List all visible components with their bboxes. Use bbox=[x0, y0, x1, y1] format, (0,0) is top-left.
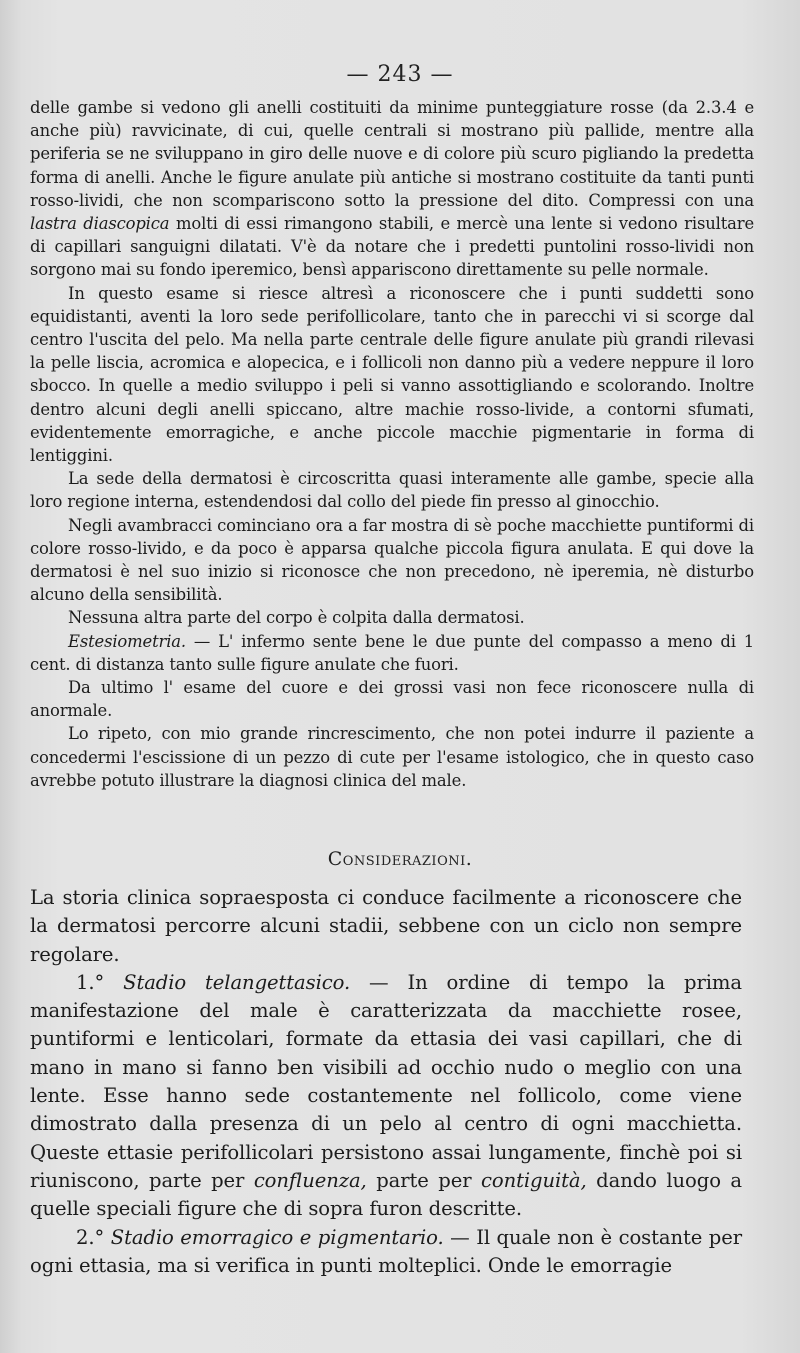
paragraph: Estesiometria. — L' infermo sente bene le due punte del compasso a meno di 1 cent. di distanza tanto sulle figure anulate che fuori. bbox=[30, 631, 754, 674]
paragraph: Da ultimo l' esame del cuore e dei grossi vasi non fece riconoscere nulla di anormale. bbox=[30, 678, 754, 721]
paragraph: delle gambe si vedono gli anelli costituiti da minime punteggiature rosse (da 2.3.4 e anche più) ravvicinate, di cui, quelle centrali si mostrano più pallide, mentre alla periferia se ne sviluppano in giro delle nuove e di colore più scuro pigliando la predetta forma di anelli. Anche le figure anulate più antiche si mostrano costituite da tanti punti rosso-lividi, che non scompariscono sotto la pressione del dito. Compressi con una lastra diascopica molti di essi rimangono stabili, e mercè una lente si vedono risultare di capillari sanguigni dilatati. V'è da notare che i predetti puntolini rosso-lividi non sorgono mai su fondo iperemico, bensì appariscono direttamente su pelle normale. bbox=[30, 98, 754, 280]
page-number: — 243 — bbox=[346, 62, 454, 87]
paragraph: Lo ripeto, con mio grande rincrescimento, che non potei indurre il paziente a concedermi l'escissione di un pezzo di cute per l'esame istologico, che in questo caso avrebbe potuto illustrare la diagnosi clinica del male. bbox=[30, 724, 754, 790]
stage-title: Stadio emorragico e pigmentario. bbox=[110, 1225, 444, 1249]
paragraph: 2.° Stadio emorragico e pigmentario. — Il quale non è costante per ogni ettasia, ma si verifica in punti molteplici. Onde le emorragie bbox=[30, 1225, 742, 1277]
italic-term: contiguità, bbox=[481, 1168, 587, 1192]
italic-term: confluenza, bbox=[253, 1168, 367, 1192]
paragraph: Nessuna altra parte del corpo è colpita dalla dermatosi. bbox=[68, 608, 525, 628]
paragraph: In questo esame si riesce altresì a riconoscere che i punti suddetti sono equidistanti, aventi la loro sede perifollicolare, tanto che in parecchi vi si scorge dal centro l'uscita del pelo. Ma nella parte centrale delle figure anulate più grandi rilevasi la pelle liscia, acromica e alopecica, e i follicoli non danno più a vedere neppure il loro sbocco. In quelle a medio sviluppo i peli si vanno assottigliando e scolorando. Inoltre dentro alcuni degli anelli spiccano, altre machie rosso-livide, a contorni sfumati, evidentemente emorragiche, e anche piccole macchie pigmentarie in forma di lentiggini. bbox=[30, 283, 754, 466]
paragraph: La sede della dermatosi è circoscritta quasi interamente alle gambe, specie alla loro regione interna, estendendosi dal collo del piede fin presso al ginocchio. bbox=[30, 469, 754, 512]
paragraph: La storia clinica sopraesposta ci conduce facilmente a riconoscere che la dermatosi percorre alcuni stadii, sebbene con un ciclo non sempre regolare. bbox=[30, 886, 742, 966]
italic-term: Estesiometria. bbox=[68, 631, 186, 651]
section-heading: Considerazioni. bbox=[327, 848, 473, 870]
paragraph: 1.° Stadio telangettasico. — In ordine di tempo la prima manifestazione del male è caratterizzata da macchiette rosee, puntiformi e lenticolari, formate da ettasia dei vasi capillari, che di mano in mano si fanno ben visibili ad occhio nudo o meglio con una lente. Esse hanno sede costantemente nel follicolo, come viene dimostrato dalla presenza di un pelo al centro di ogni macchietta. Queste ettasie perifollicolari persistono assai lungamente, finchè poi si riuniscono, parte per confluenza, parte per contiguità, dando luogo a quelle speciali figure che di sopra furon descritte. bbox=[30, 970, 742, 1221]
stage-title: Stadio telangettasico. bbox=[123, 970, 351, 994]
case-description-text bbox=[30, 96, 754, 792]
paragraph: Negli avambracci cominciano ora a far mostra di sè poche macchiette puntiformi di colore rosso-livido, e da poco è apparsa qualche piccola figura anulata. E qui dove la dermatosi è nel suo inizio si riconosce che non precedono, nè iperemia, nè disturbo alcuno della sensibilità. bbox=[30, 515, 754, 605]
considerations-text bbox=[30, 884, 742, 1280]
italic-term: lastra diascopica bbox=[30, 214, 170, 234]
